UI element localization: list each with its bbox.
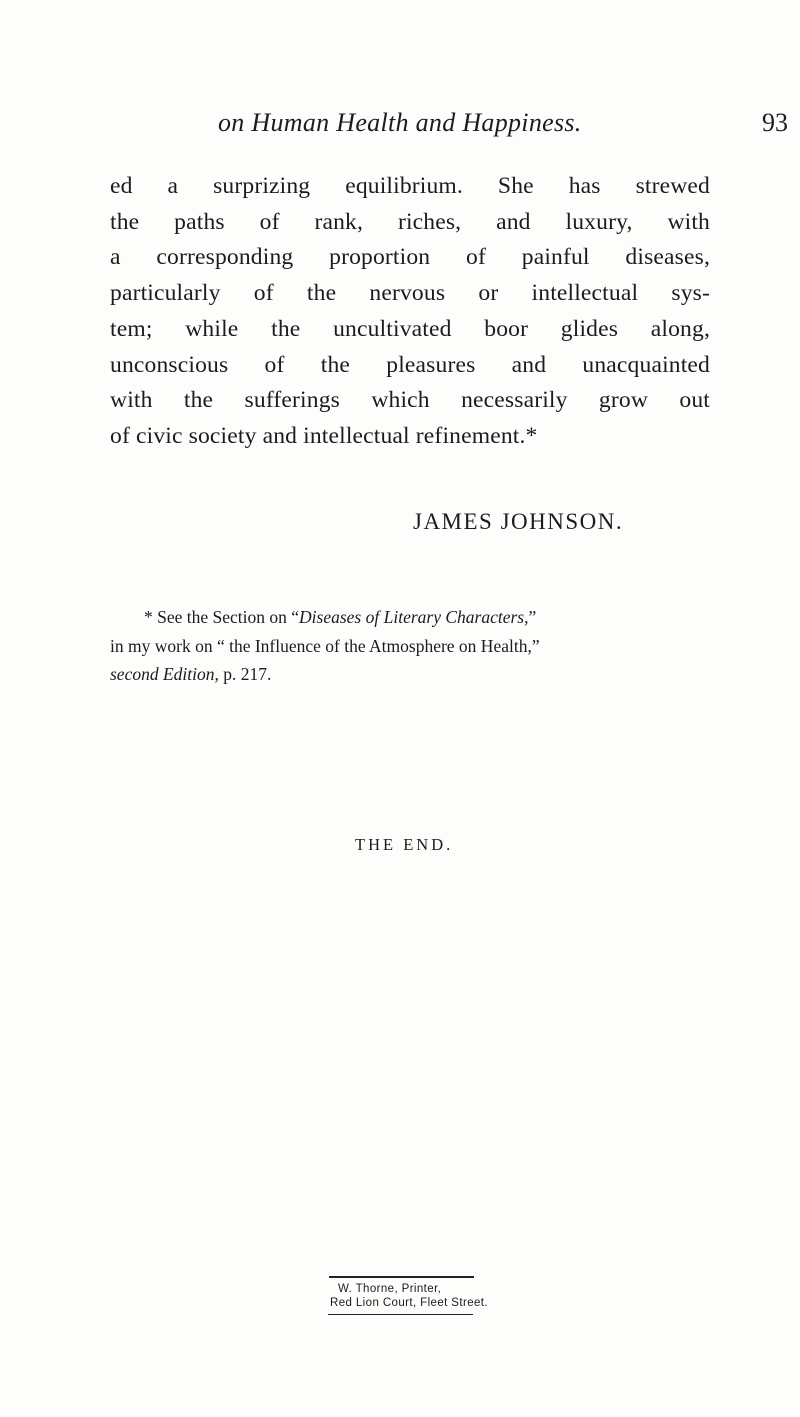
body-line: ed a surprizing equilibrium. She has strewed [110,173,710,199]
footnote-page-ref: p. 217. [218,664,272,685]
body-paragraph [110,169,710,455]
body-line: the paths of rank, riches, and luxury, with [110,208,710,235]
body-line: unconscious of the pleasures and unacquainted [110,351,710,378]
imprint-rule-top [329,1276,474,1278]
footnote-line [110,660,710,689]
printer-name: W. Thorne, Printer, [338,1283,442,1295]
footnote-suffix: ” [528,607,537,627]
body-line: tem; while the uncultivated boor glides along, [110,315,710,342]
author-signature: JAMES JOHNSON. [413,509,624,534]
footnote [110,603,710,689]
body-line: of civic society and intellectual refinement.* [110,422,538,449]
body-line: a corresponding proportion of painful diseases, [110,244,710,271]
page-number: 93 [762,108,788,137]
body-line: particularly of the nervous or intellectual sys- [110,280,710,307]
footnote-italic-title: Diseases of Literary Characters, [299,607,529,627]
footnote-edition: second Edition, [110,664,219,685]
imprint-rule-bottom [328,1314,473,1315]
footnote-line [110,603,710,632]
body-line: with the sufferings which necessarily grow out [110,387,710,414]
printer-imprint [326,1276,488,1315]
footnote-prefix: * See the Section on “ [144,607,300,627]
footnote-line: in my work on “ the Influence of the Atmosphere on Health,” [110,635,540,656]
printer-address: Red Lion Court, Fleet Street. [330,1297,488,1309]
running-title: on Human Health and Happiness. [218,108,582,137]
running-head [218,108,788,148]
the-end: THE END. [355,835,454,854]
